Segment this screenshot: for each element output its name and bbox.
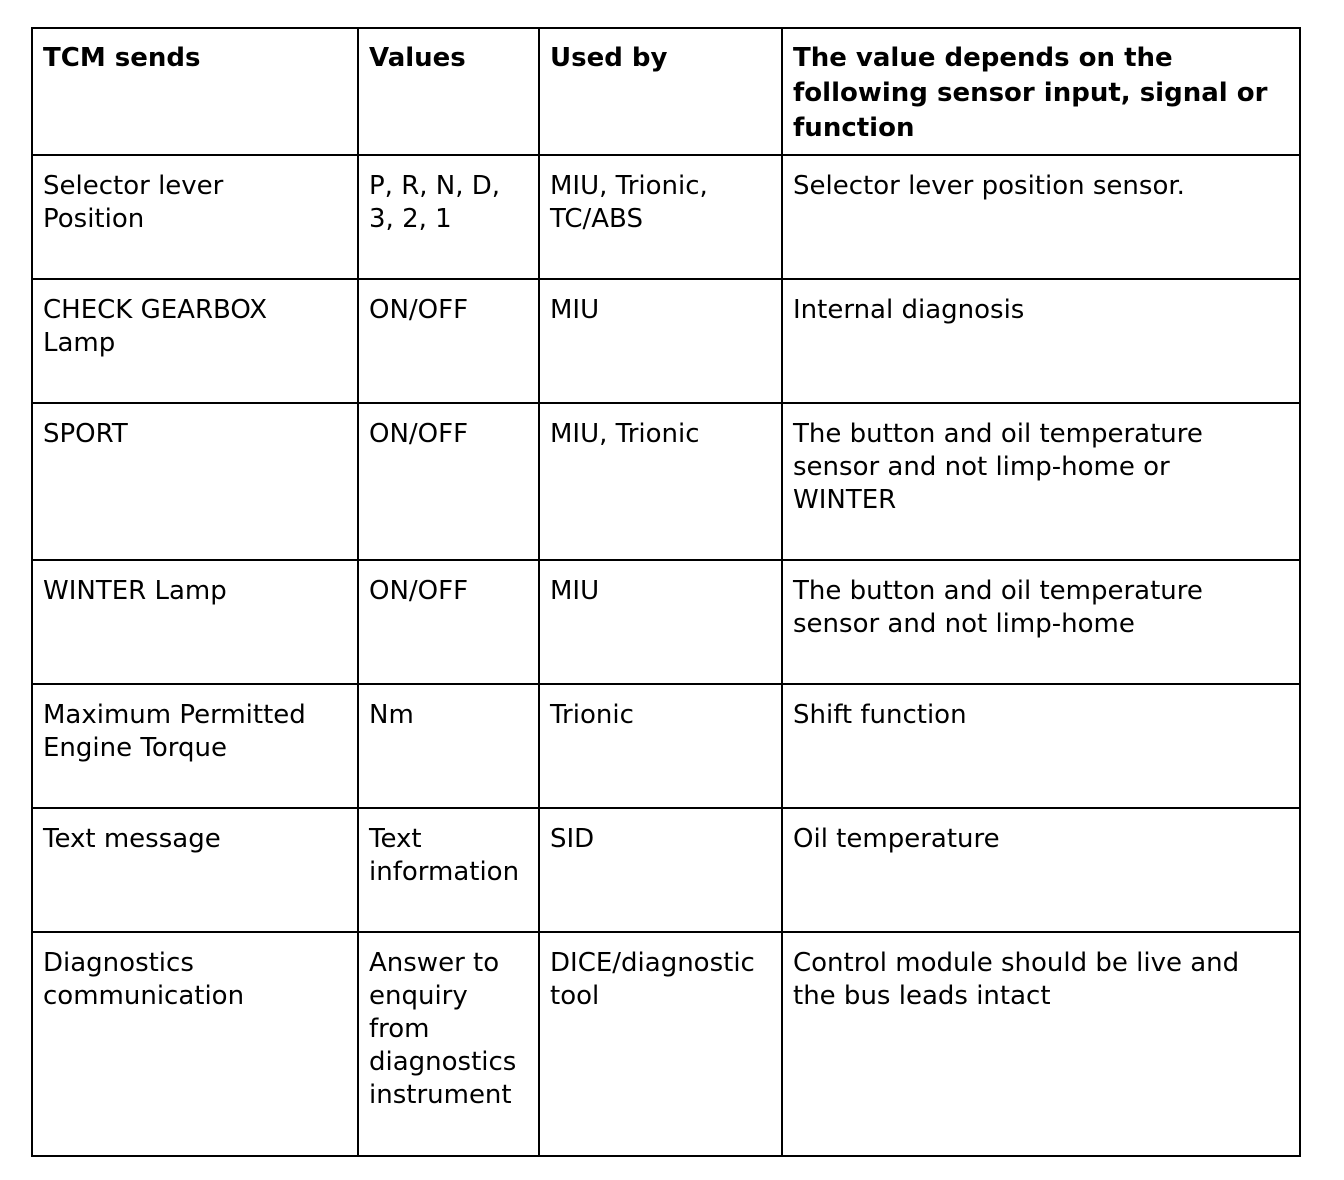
cell-tcm-sends: Text message xyxy=(32,808,358,932)
cell-used-by: DICE/diagnostic tool xyxy=(539,932,782,1156)
cell-depends-on: Oil temperature xyxy=(782,808,1300,932)
cell-values: ON/OFF xyxy=(358,560,539,684)
cell-tcm-sends: Maximum Permitted Engine Torque xyxy=(32,684,358,808)
table-header-row xyxy=(32,28,1300,155)
cell-values: P, R, N, D, 3, 2, 1 xyxy=(358,155,539,279)
cell-tcm-sends: Diagnostics communication xyxy=(32,932,358,1156)
header-depends-on: The value depends on the following sensor input, signal or function xyxy=(782,28,1300,155)
cell-values: Answer to enquiry from diagnostics instrument xyxy=(358,932,539,1156)
cell-used-by: MIU xyxy=(539,279,782,403)
cell-used-by: MIU, Trionic, TC/ABS xyxy=(539,155,782,279)
cell-tcm-sends: Selector lever Position xyxy=(32,155,358,279)
cell-depends-on: Control module should be live and the bus leads intact xyxy=(782,932,1300,1156)
table-row xyxy=(32,403,1300,560)
cell-used-by: Trionic xyxy=(539,684,782,808)
header-values: Values xyxy=(358,28,539,155)
header-tcm-sends: TCM sends xyxy=(32,28,358,155)
header-used-by: Used by xyxy=(539,28,782,155)
cell-values: ON/OFF xyxy=(358,279,539,403)
cell-values: Text information xyxy=(358,808,539,932)
table-row xyxy=(32,155,1300,279)
cell-used-by: SID xyxy=(539,808,782,932)
cell-tcm-sends: CHECK GEARBOX Lamp xyxy=(32,279,358,403)
table-row xyxy=(32,808,1300,932)
cell-depends-on: Shift function xyxy=(782,684,1300,808)
cell-used-by: MIU xyxy=(539,560,782,684)
table-row xyxy=(32,684,1300,808)
cell-values: ON/OFF xyxy=(358,403,539,560)
cell-depends-on: Selector lever position sensor. xyxy=(782,155,1300,279)
cell-depends-on: The button and oil temperature sensor and not limp-home xyxy=(782,560,1300,684)
table-row xyxy=(32,560,1300,684)
cell-depends-on: Internal diagnosis xyxy=(782,279,1300,403)
cell-used-by: MIU, Trionic xyxy=(539,403,782,560)
signal-table xyxy=(31,27,1301,1157)
table-row xyxy=(32,279,1300,403)
cell-values: Nm xyxy=(358,684,539,808)
cell-depends-on: The button and oil temperature sensor and not limp-home or WINTER xyxy=(782,403,1300,560)
cell-tcm-sends: SPORT xyxy=(32,403,358,560)
table-row xyxy=(32,932,1300,1156)
cell-tcm-sends: WINTER Lamp xyxy=(32,560,358,684)
